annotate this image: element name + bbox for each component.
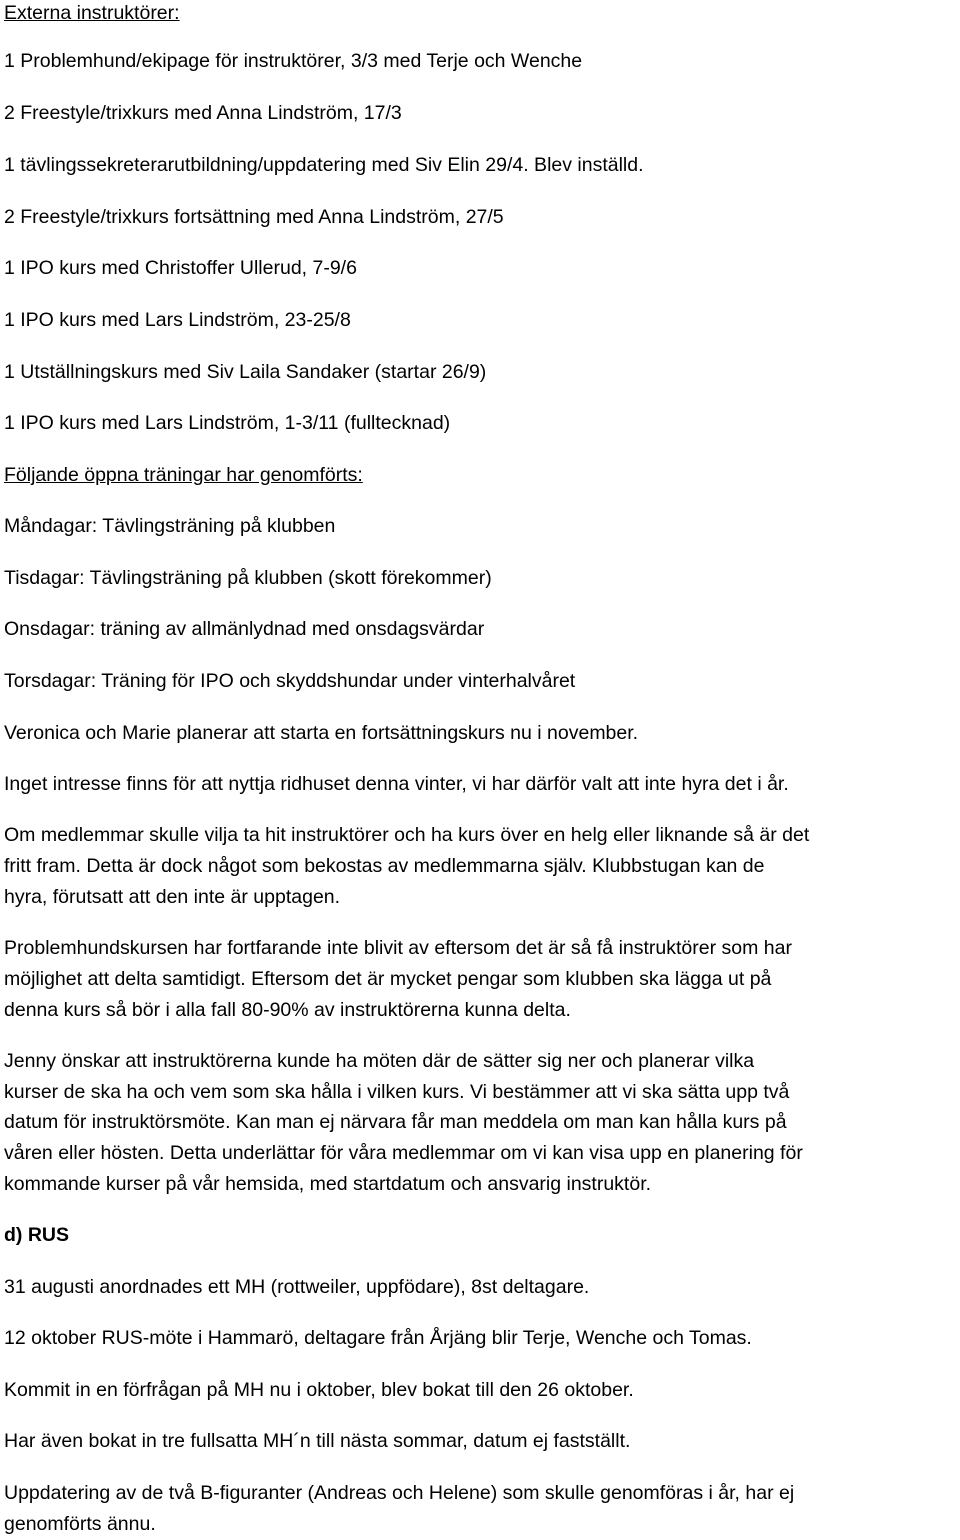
rus-item: 12 oktober RUS-möte i Hammarö, deltagare från Årjäng blir Terje, Wenche och Tomas. [4,1327,752,1349]
paragraph-line: denna kurs så bör i alla fall 80-90% av instruktörerna kunna delta. [4,999,571,1021]
final-paragraph-line: Uppdatering av de två B-figuranter (Andreas och Helene) som skulle genomföras i år, har ej [4,1482,795,1504]
rus-item: Har även bokat in tre fullsatta MH´n till nästa sommar, datum ej fastställt. [4,1430,631,1452]
course-line: 1 Utställningskurs med Siv Laila Sandaker (startar 26/9) [4,361,487,383]
rus-item: Kommit in en förfrågan på MH nu i oktober, blev bokat till den 26 oktober. [4,1379,634,1401]
paragraph-line: möjlighet att delta samtidigt. Eftersom det är mycket pengar som klubben ska lägga ut på [4,968,772,990]
trainings-heading: Följande öppna träningar har genomförts: [4,464,363,486]
course-line: 1 tävlingssekreterarutbildning/uppdatering med Siv Elin 29/4. Blev inställd. [4,154,644,176]
training-line: Måndagar: Tävlingsträning på klubben [4,515,336,537]
final-paragraph-line: genomförts ännu. [4,1513,156,1535]
training-line: Onsdagar: träning av allmänlydnad med onsdagsvärdar [4,618,485,640]
course-line: 2 Freestyle/trixkurs fortsättning med Anna Lindström, 27/5 [4,206,504,228]
rus-heading: d) RUS [4,1224,69,1246]
course-line: 2 Freestyle/trixkurs med Anna Lindström, 17/3 [4,102,402,124]
course-line: 1 Problemhund/ekipage för instruktörer, 3/3 med Terje och Wenche [4,50,583,72]
paragraph-line: våren eller hösten. Detta underlättar för våra medlemmar om vi kan visa upp en planering för [4,1142,803,1164]
training-line: Tisdagar: Tävlingsträning på klubben (skott förekommer) [4,567,492,589]
training-line: Torsdagar: Träning för IPO och skyddshundar under vinterhalvåret [4,670,576,692]
paragraph-line: fritt fram. Detta är dock något som bekostas av medlemmarna själv. Klubbstugan kan de [4,855,765,877]
course-line: 1 IPO kurs med Christoffer Ullerud, 7-9/6 [4,257,357,279]
paragraph-line: kommande kurser på vår hemsida, med startdatum och ansvarig instruktör. [4,1173,652,1195]
instructors-heading: Externa instruktörer: [4,2,180,24]
paragraph-line: hyra, förutsatt att den inte är upptagen. [4,886,341,908]
paragraph-line: Jenny önskar att instruktörerna kunde ha möten där de sätter sig ner och planerar vilka [4,1050,755,1072]
training-line: Inget intresse finns för att nyttja ridhuset denna vinter, vi har därför valt att inte hyra det i år. [4,773,789,795]
paragraph-line: kurser de ska ha och vem som ska hålla i vilken kurs. Vi bestämmer att vi ska sätta upp två [4,1081,790,1103]
course-line: 1 IPO kurs med Lars Lindström, 1-3/11 (fulltecknad) [4,412,451,434]
rus-item: 31 augusti anordnades ett MH (rottweiler, uppfödare), 8st deltagare. [4,1276,590,1298]
paragraph-line: Om medlemmar skulle vilja ta hit instruktörer och ha kurs över en helg eller liknande så är det [4,824,810,846]
course-line: 1 IPO kurs med Lars Lindström, 23-25/8 [4,309,351,331]
training-line: Veronica och Marie planerar att starta en fortsättningskurs nu i november. [4,722,639,744]
paragraph-line: Problemhundskursen har fortfarande inte blivit av eftersom det är så få instruktörer som har [4,937,792,959]
paragraph-line: datum för instruktörsmöte. Kan man ej närvara får man meddela om man kan hålla kurs på [4,1111,787,1133]
